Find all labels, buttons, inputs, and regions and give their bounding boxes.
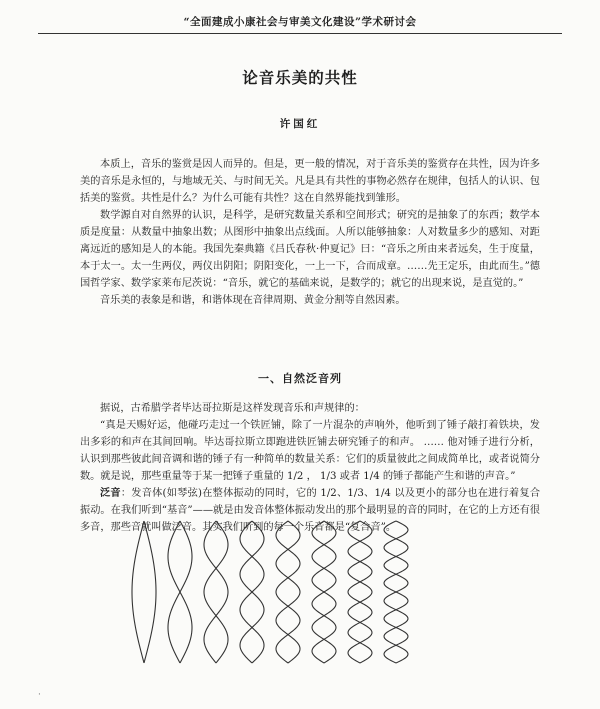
harmonic-modes-svg <box>128 515 428 670</box>
mode-1-curve <box>144 521 156 663</box>
article-title: 论音乐美的共性 <box>242 68 358 87</box>
harmonic-modes-figure <box>128 515 428 670</box>
mode-7-curve <box>348 521 372 663</box>
mode-3-curve <box>204 521 228 663</box>
intro-section <box>80 156 540 309</box>
corner-mark: · <box>38 690 41 700</box>
mode-4-curve <box>240 521 264 663</box>
mode-1-curve <box>132 521 144 663</box>
definition-text: ：发音体(如琴弦)在整体振动的同时，它的 1/2、1/3、1/4 以及更小的部分也在进行着复合振动。在我们听到“基音”——就是由发音体整体振动发出的那个最明显的音的同时，在它的上方还有很多音，那些音就叫做泛音。其实我们听到的每一个乐音都是“复合音”。 <box>80 488 541 533</box>
definition-term: 泛音 <box>100 487 121 499</box>
intro-paragraph: 本质上，音乐的鉴赏是因人而异的。但是，更一般的情况，对于音乐美的鉴赏存在共性，因为许多美的音乐是永恒的，与地域无关、与时间无关。凡是具有共性的事物必然存在规律，包括人的认识、包括美的鉴赏。共性是什么？为什么可能有共性？这在自然界能找到雏形。 <box>80 159 540 204</box>
mode-2-curve <box>168 521 192 663</box>
intro-paragraph: 数学源自对自然界的认识，是科学，是研究数量关系和空间形式；研究的是抽象了的东西；数学本质是度量：从数量中抽象出数；从图形中抽象出点线面。人所以能够抽象：人对数量多少的感知、对距离远近的感知是人的本能。我国先秦典籍《吕氏春秋·仲夏记》曰：“音乐之所由来者远矣，生于度量，本于太一。太一生两仪，两仪出阴阳；阴阳变化，一上一下，合而成章。……先王定乐，由此而生。”德国哲学家、数学家莱布尼茨说：“音乐，就它的基础来说，是数学的；就它的出现来说，是直觉的。” <box>80 210 540 289</box>
section-paragraph: 据说，古希腊学者毕达哥拉斯是这样发现音乐和声规律的： <box>100 403 365 414</box>
mode-6-curve <box>312 521 336 663</box>
intro-paragraph: 音乐美的表象是和谐，和谐体现在音律周期、黄金分割等自然因素。 <box>100 295 406 306</box>
mode-8-curve <box>384 521 408 663</box>
section-heading: 一、自然泛音列 <box>258 372 342 385</box>
header-rule <box>38 33 562 34</box>
article-author: 许国红 <box>279 118 321 130</box>
mode-3-curve <box>204 521 228 663</box>
mode-7-curve <box>348 521 372 663</box>
quote-paragraph: “真是天赐好运，他碰巧走过一个铁匠铺，除了一片混杂的声响外，他听到了锤子敲打着铁块，发出多彩的和声在其间回响。毕达哥拉斯立即跑进铁匠铺去研究锤子的和声。 …… 他对锤子进行分析，认识到那些彼此间音调和谐的锤子有一种简单的数量关系：它们的质量彼此之间成简单比，或者说简分数。就是说，那些重量等于某一把锤子重量的 1/2 ， 1/3 或者 1/4 的锤子都能产生和谐的声音。” <box>80 420 540 482</box>
running-header: “全面建成小康社会与审美文化建设”学术研讨会 <box>183 16 417 28</box>
